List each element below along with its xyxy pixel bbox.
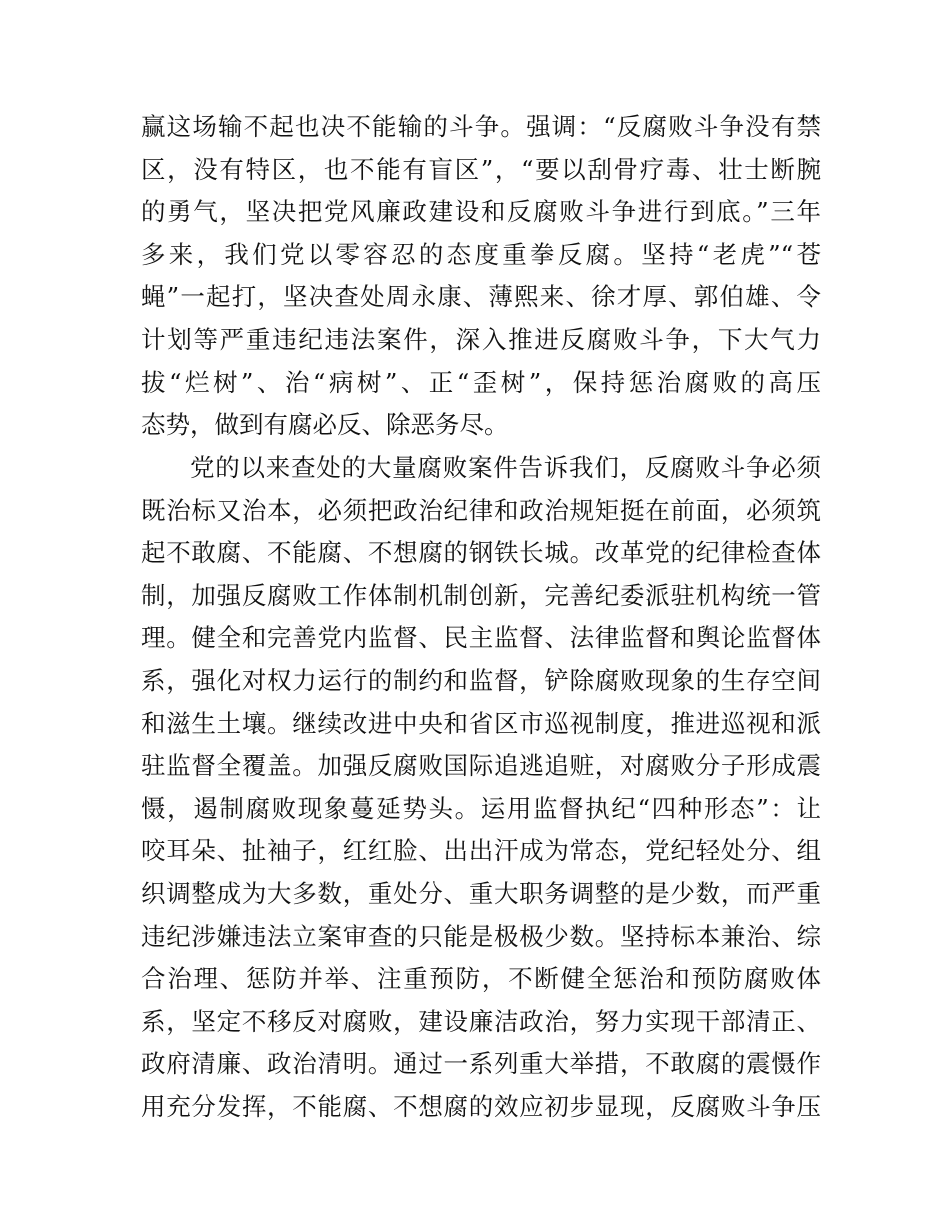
paragraph-1 [141,106,821,447]
text-line: 违纪涉嫌违法立案审查的只能是极极少数。坚持标本兼治、综 [141,921,821,951]
paragraph-2 [141,447,821,1129]
text-line: 党的以来查处的大量腐败案件告诉我们，反腐败斗争必须 [190,453,821,482]
text-line: 制，加强反腐败工作体制机制创新，完善纪委派驻机构统一管 [141,580,821,610]
text-line: 计划等严重违纪违法案件，深入推进反腐败斗争，下大气力 [141,324,821,354]
text-line: 织调整成为大多数，重处分、重大职务调整的是少数，而严重 [141,878,821,908]
text-line: 慑，遏制腐败现象蔓延势头。运用监督执纪“四种形态”：让 [141,793,821,823]
text-line: 系，坚定不移反对腐败，建设廉洁政治，努力实现干部清正、 [141,1006,821,1036]
text-line: 系，强化对权力运行的制约和监督，铲除腐败现象的生存空间 [141,665,821,695]
text-line: 既治标又治本，必须把政治纪律和政治规矩挺在前面，必须筑 [141,495,821,525]
text-line: 合治理、惩防并举、注重预防，不断健全惩治和预防腐败体 [141,964,821,994]
text-line: 咬耳朵、扯袖子，红红脸、出出汗成为常态，党纪轻处分、组 [141,836,821,866]
text-line: 蝇”一起打，坚决查处周永康、薄熙来、徐才厚、郭伯雄、令 [141,282,821,312]
text-line: 用充分发挥，不能腐、不想腐的效应初步显现，反腐败斗争压 [141,1091,821,1121]
text-line: 赢这场输不起也决不能输的斗争。强调：“反腐败斗争没有禁 [141,112,821,141]
text-line: 拔“烂树”、治“病树”、正“歪树”，保持惩治腐败的高压 [141,367,821,397]
text-line: 和滋生土壤。继续改进中央和省区市巡视制度，推进巡视和派 [141,708,821,738]
text-line: 的勇气，坚决把党风廉政建设和反腐败斗争进行到底。”三年 [141,197,821,227]
text-line: 起不敢腐、不能腐、不想腐的钢铁长城。改革党的纪律检查体 [141,538,821,568]
text-line: 理。健全和完善党内监督、民主监督、法律监督和舆论监督体 [141,623,821,653]
text-line: 多来，我们党以零容忍的态度重拳反腐。坚持“老虎”“苍 [141,239,821,269]
text-line: 区，没有特区，也不能有盲区”，“要以刮骨疗毒、壮士断腕 [141,154,821,184]
text-line: 态势，做到有腐必反、除恶务尽。 [141,410,509,440]
text-line: 驻监督全覆盖。加强反腐败国际追逃追赃，对腐败分子形成震 [141,751,821,781]
text-line: 政府清廉、政治清明。通过一系列重大举措，不敢腐的震慑作 [141,1049,821,1079]
